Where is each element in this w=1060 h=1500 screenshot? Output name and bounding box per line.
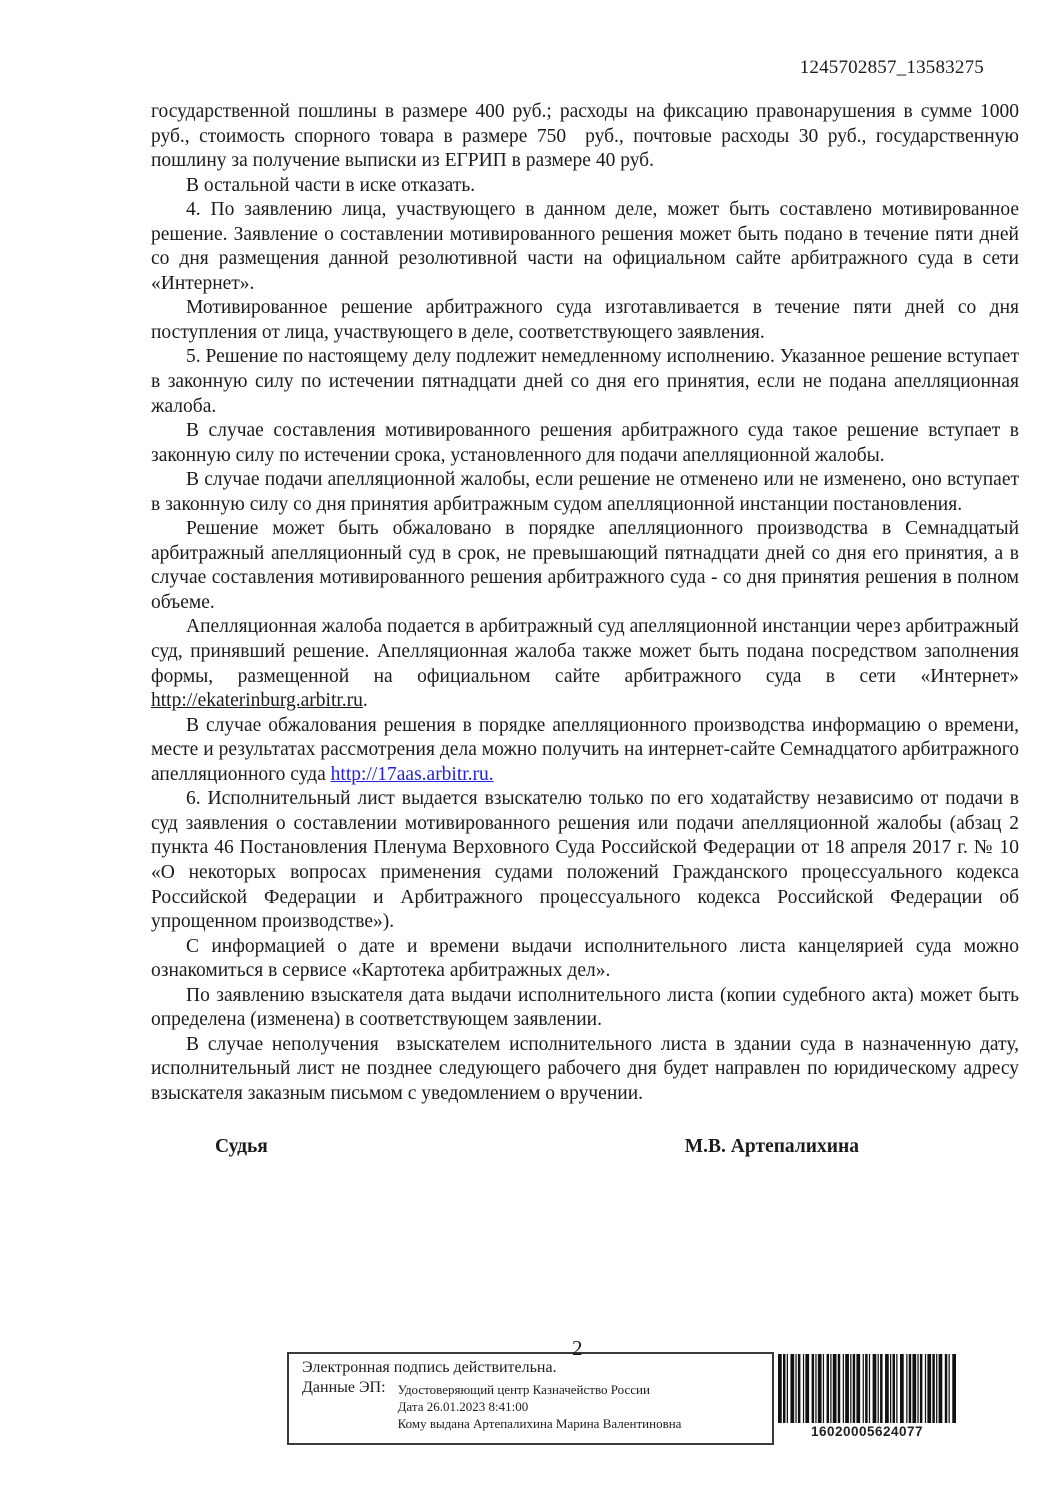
text-segment: В случае обжалования решения в порядке апелляционного производства информацию о времени, месте и результатах рассмотрения дела можно получить на интернет-сайте Семнадцатого арбитражного апелляционного суда [151, 714, 1019, 785]
stamp-detail-line: Дата 26.01.2023 8:41:00 [397, 1398, 529, 1414]
signature-row [151, 1135, 1019, 1160]
body-text [151, 100, 1019, 1160]
body-paragraph [151, 517, 1019, 615]
text-segment: государственной пошлины в размере 400 руб.; расходы на фиксацию правонарушения в сумме 1000 руб., стоимость спорного товара в размере 750 руб., почтовые расходы 30 руб., государственную пошлину за получение выписки из ЕГРИП в размере 40 руб. [151, 101, 1019, 172]
stamp-valid-text: Электронная подпись действительна. [302, 1359, 557, 1376]
stamp-data-label: Данные ЭП: [302, 1379, 386, 1396]
body-paragraph [151, 714, 1019, 788]
body-paragraph [151, 100, 1019, 174]
stamp-detail-line: Удостоверяющий центр Казначейство России [397, 1382, 650, 1397]
stamp-detail-line: Кому выдана Артепалихина Марина Валентиновна [397, 1415, 682, 1431]
aas-link[interactable]: http://17aas.arbitr.ru. [330, 763, 494, 785]
judge-label: Судья [215, 1136, 268, 1158]
body-paragraph [151, 615, 1019, 713]
text-segment: В случае подачи апелляционной жалобы, если решение не отменено или не изменено, оно вступает в законную силу со дня принятия арбитражным судом апелляционной инстанции постановления. [151, 469, 1019, 515]
body-paragraph [151, 419, 1019, 468]
stamp-details [398, 1379, 682, 1432]
text-segment: По заявлению взыскателя дата выдачи исполнительного листа (копии судебного акта) может быть определена (изменена) в соответствующем заявлении. [151, 984, 1019, 1031]
text-segment: Апелляционная жалоба подается в арбитражный суд апелляционной инстанции через арбитражный суд, принявший решение. Апелляционная жалоба также может быть подана посредством заполнения формы, размещенной на официальном сайте арбитражного суда в сети «Интернет» [151, 616, 1019, 687]
barcode [778, 1354, 956, 1439]
ekaterinburg-link[interactable]: http://ekaterinburg.arbitr.ru [151, 690, 363, 712]
barcode-number: 16020005624077 [810, 1424, 924, 1439]
text-segment: В случае составления мотивированного решения арбитражного суда такое решение вступает в законную силу по истечении срока, установленного для подачи апелляционной жалобы. [151, 420, 1019, 466]
text-segment: В остальной части в иске отказать. [186, 174, 476, 196]
text-segment: В случае неполучения взыскателем исполнительного листа в здании суда в назначенную дату, исполнительный лист не позднее следующего рабочего дня будет направлен по юридическому адресу взыскателя заказным письмом с уведомлением о вручении. [151, 1033, 1019, 1104]
text-segment: С информацией о дате и времени выдачи исполнительного листа канцелярией суда можно ознакомиться в сервисе «Картотека арбитражных дел». [151, 935, 1019, 982]
stamp-box [287, 1352, 774, 1445]
text-segment: 5. Решение по настоящему делу подлежит немедленному исполнению. Указанное решение вступает в законную силу по истечении пятнадцати дней со дня его принятия, если не подана апелляционная жалоба. [151, 346, 1019, 417]
judge-name: М.В. Артепалихина [684, 1136, 859, 1158]
body-paragraph [151, 1033, 1019, 1107]
page-number: 2 [572, 1336, 583, 1360]
body-paragraph [151, 787, 1019, 934]
text-segment: 4. По заявлению лица, участвующего в данном деле, может быть составлено мотивированное решение. Заявление о составлении мотивированного решения может быть подано в течение пяти дней со дня размещения данной резолютивной части на официальном сайте арбитражного суда в сети «Интернет». [151, 199, 1019, 294]
text-segment: . [362, 690, 368, 712]
body-paragraph [151, 935, 1019, 984]
body-paragraph [151, 345, 1019, 419]
document-id: 1245702857_13583275 [799, 57, 984, 78]
body-paragraph [151, 296, 1019, 345]
body-paragraph [151, 468, 1019, 517]
body-paragraph [151, 174, 1019, 199]
body-paragraph [151, 198, 1019, 296]
text-segment: Мотивированное решение арбитражного суда изготавливается в течение пяти дней со дня поступления от лица, участвующего в деле, соответствующего заявления. [151, 297, 1019, 343]
barcode-bars-icon [778, 1354, 956, 1423]
body-paragraph [151, 984, 1019, 1033]
text-segment: Решение может быть обжаловано в порядке апелляционного производства в Семнадцатый арбитражный апелляционный суд в срок, не превышающий пятнадцати дней со дня его принятия, а в случае составления мотивированного решения арбитражного суда - со дня принятия решения в полном объеме. [151, 518, 1019, 613]
text-segment: 6. Исполнительный лист выдается взыскателю только по его ходатайству независимо от подачи в суд заявления о составлении мотивированного решения или подачи апелляционной жалобы (абзац 2 пункта 46 Постановления Пленума Верховного Суда Российской Федерации от 18 апреля 2017 г. № 10 «О некоторых вопросах применения судами положений Гражданского процессуального кодекса Российской Федерации и Арбитражного процессуального кодекса Российской Федерации об упрощенном производстве»). [151, 788, 1019, 933]
stamp-data-row [302, 1379, 764, 1432]
